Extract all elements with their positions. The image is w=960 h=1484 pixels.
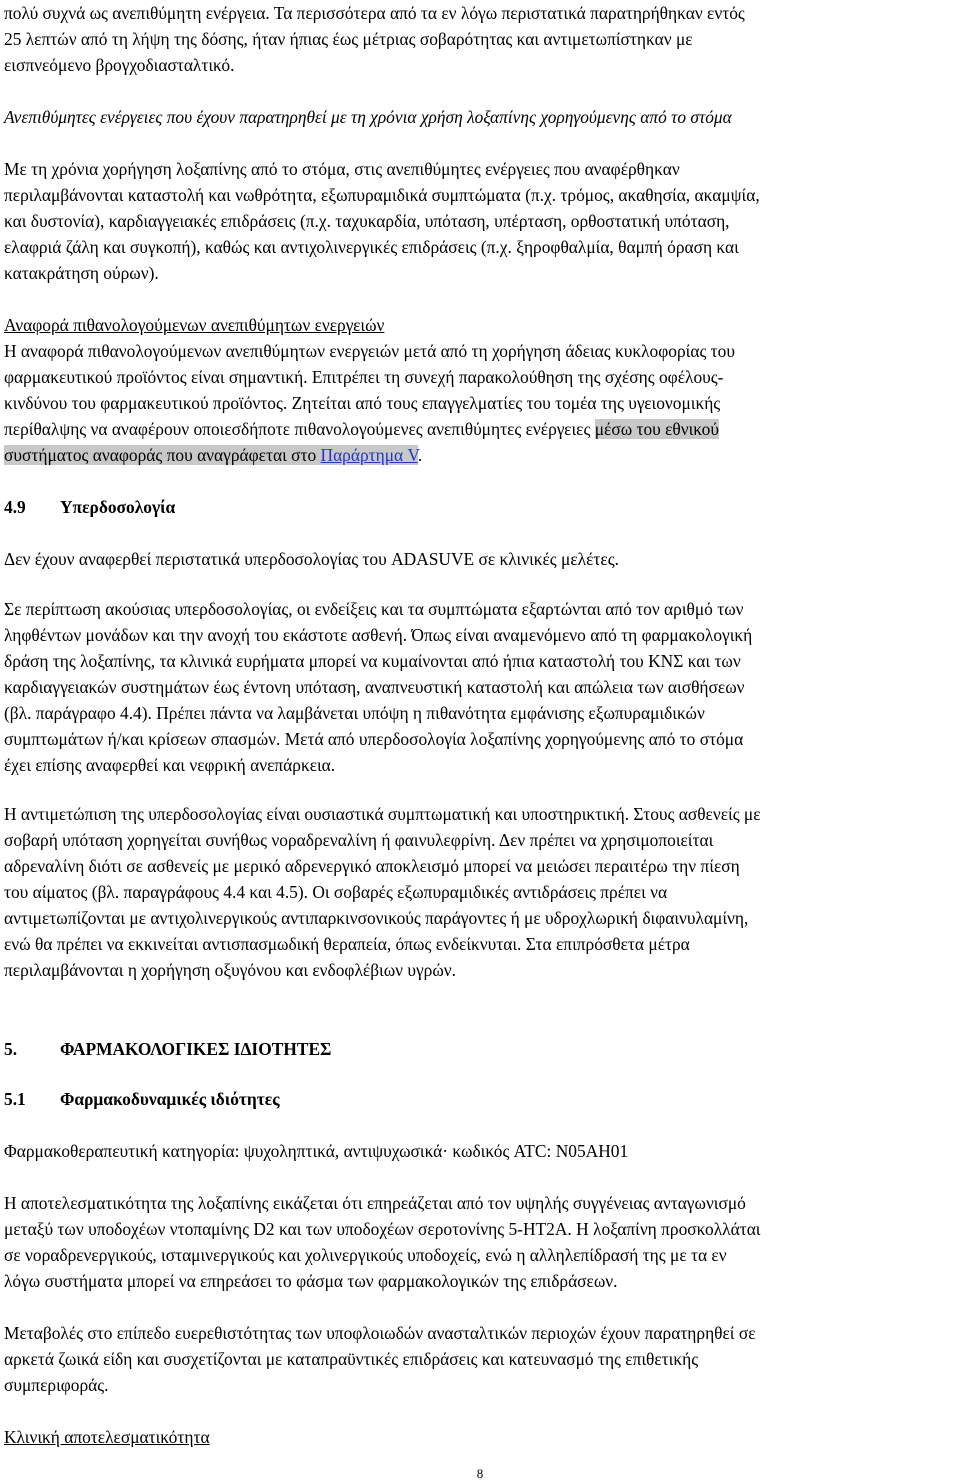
text-line: περιλαμβάνονται η χορήγηση οξυγόνου και ενδοφλέβιων υγρών. <box>4 960 457 980</box>
section-heading-5 <box>4 1036 331 1062</box>
paragraph-overdose-3 <box>4 801 956 983</box>
highlighted-text: μέσω του εθνικού <box>594 419 719 439</box>
text-line: κατακράτηση ούρων). <box>4 263 159 283</box>
text-line: . <box>417 445 423 465</box>
text-line: Η αντιμετώπιση της υπερδοσολογίας είναι ουσιαστικά συμπτωματική και υποστηρικτική. Στους ασθενείς με <box>4 804 761 824</box>
text-line: 25 λεπτών από τη λήψη της δόσης, ήταν ήπιας έως μέτριας σοβαρότητας και αντιμετωπίστηκαν με <box>4 29 693 49</box>
section-title: ΦΑΡΜΑΚΟΛΟΓΙΚΕΣ ΙΔΙΟΤΗΤΕΣ <box>60 1039 332 1059</box>
section-number: 5. <box>4 1039 18 1059</box>
text-line: σοβαρή υπόταση χορηγείται συνήθως νοραδρεναλίνη ή φαινυλεφρίνη. Δεν πρέπει να χρησιμοποιείται <box>4 830 714 850</box>
text-line: Μεταβολές στο επίπεδο ευερεθιστότητας των υποφλοιωδών ανασταλτικών περιοχών έχουν παρατηρηθεί σε <box>4 1323 756 1343</box>
text-line: ληφθέντων μονάδων και την ανοχή του εκάστοτε ασθενή. Όπως είναι αναμενόμενο από τη φαρμακολογική <box>4 625 753 645</box>
text-line: Η αποτελεσματικότητα της λοξαπίνης εικάζεται ότι επηρεάζεται από τον υψηλής συγγένειας ανταγωνισμό <box>4 1193 746 1213</box>
paragraph-atc: Φαρμακοθεραπευτική κατηγορία: ψυχοληπτικά, αντιψυχωσικά· κωδικός ATC: N05AH01 <box>4 1141 629 1161</box>
text-line: (βλ. παράγραφο 4.4). Πρέπει πάντα να λαμβάνεται υπόψη η πιθανότητα εμφάνισης εξωπυραμιδικών <box>4 703 705 723</box>
text-line: Σε περίπτωση ακούσιας υπερδοσολογίας, οι ενδείξεις και τα συμπτώματα εξαρτώνται από τον αριθμό των <box>4 599 744 619</box>
paragraph-chronic-use <box>4 156 956 286</box>
text-line: συμπτωμάτων ή/και κρίσεων σπασμών. Μετά από υπερδοσολογία λοξαπίνης χορηγούμενης από το στόμα <box>4 729 744 749</box>
text-line: δράση της λοξαπίνης, τα κλινικά ευρήματα μπορεί να κυμαίνονται από ήπια καταστολή του ΚΝΣ και των <box>4 651 741 671</box>
subheading-clinical-efficacy: Κλινική αποτελεσματικότητα <box>4 1427 210 1447</box>
section-heading-4-9 <box>4 494 175 520</box>
section-number: 5.1 <box>4 1089 26 1109</box>
text-line: Με τη χρόνια χορήγηση λοξαπίνης από το στόμα, στις ανεπιθύμητες ενέργειες που αναφέρθηκαν <box>4 159 680 179</box>
paragraph-overdose-1: Δεν έχουν αναφερθεί περιστατικά υπερδοσολογίας του ADASUVE σε κλινικές μελέτες. <box>4 549 619 569</box>
text-line: του αίματος (βλ. παραγράφους 4.4 και 4.5). Οι σοβαρές εξωπυραμιδικές αντιδράσεις πρέπει να <box>4 882 668 902</box>
section-reporting <box>4 312 956 468</box>
text-line: φαρμακευτικού προϊόντος είναι σημαντική. Επιτρέπει τη συνεχή παρακολούθηση της σχέσης οφέλους- <box>4 367 724 387</box>
text-line: αρκετά ζωικά είδη και συσχετίζονται με καταπραϋντικές επιδράσεις και κατευνασμό της επιθετικής <box>4 1349 699 1369</box>
paragraph-efficacy <box>4 1190 956 1294</box>
text-line: ενώ θα πρέπει να εκκινείται αντισπασμωδική θεραπεία, όπως ενδείκνυται. Στα επιπρόσθετα μέτρα <box>4 934 690 954</box>
text-line: λόγω συστήματα μπορεί να επηρεάσει το φάσμα των φαρμακολογικών της επιδράσεων. <box>4 1271 618 1291</box>
text-line: καρδιαγγειακών συστημάτων έως έντονη υπόταση, αναπνευστική καταστολή και απώλεια των αισθήσεων <box>4 677 745 697</box>
text-line: αδρεναλίνη διότι σε ασθενείς με μερικό αδρενεργικό αποκλεισμό μπορεί να μειώσει περαιτέρω την πίεση <box>4 856 740 876</box>
text-line: έχει επίσης αναφερθεί και νεφρική ανεπάρκεια. <box>4 755 336 775</box>
text-line: ελαφριά ζάλη και συγκοπή), καθώς και αντιχολινεργικές επιδράσεις (π.χ. ξηροφθαλμία, θαμπή όραση και <box>4 237 739 257</box>
annex-v-link[interactable]: Παράρτημα V <box>320 445 418 465</box>
text-line: κινδύνου του φαρμακευτικού προϊόντος. Ζητείται από τους επαγγελματίες του τομέα της υγειονομικής <box>4 393 721 413</box>
text-line: εισπνεόμενο βρογχοδιασταλτικό. <box>4 55 235 75</box>
text-line: περίθαλψης να αναφέρουν οποιεσδήποτε πιθανολογούμενες ανεπιθύμητες ενέργειες <box>4 419 595 439</box>
paragraph-overdose-2 <box>4 596 956 778</box>
page-number: 8 <box>476 1466 484 1481</box>
paragraph-bronchospasm <box>4 0 956 78</box>
reporting-heading: Αναφορά πιθανολογούμενων ανεπιθύμητων ενεργειών <box>4 315 385 335</box>
text-line: περιλαμβάνονται καταστολή και νωθρότητα, εξωπυραμιδικά συμπτώματα (π.χ. τρόμος, ακαθησία, ακαμψία, <box>4 185 760 205</box>
section-number: 4.9 <box>4 497 26 517</box>
text-line: συμπεριφοράς. <box>4 1375 109 1395</box>
text-line: σε νοραδρενεργικούς, ισταμινεργικούς και χολινεργικούς υποδοχείς, ενώ η αλληλεπίδρασή της με τα εν <box>4 1245 727 1265</box>
text-line: μεταξύ των υποδοχέων ντοπαμίνης D2 και των υποδοχέων σεροτονίνης 5-HT2A. Η λοξαπίνη προσκολλάται <box>4 1219 761 1239</box>
highlighted-text: συστήματος αναφοράς που αναγράφεται στο <box>4 445 321 465</box>
section-title: Υπερδοσολογία <box>60 497 176 517</box>
text-line: αντιμετωπίζονται με αντιχολινεργικούς αντιπαρκινσονικούς παράγοντες ή με υδροχλωρική διφαινυλαμίνη, <box>4 908 749 928</box>
paragraph-changes <box>4 1320 956 1398</box>
subheading-chronic-use: Ανεπιθύμητες ενέργειες που έχουν παρατηρηθεί με τη χρόνια χρήση λοξαπίνης χορηγούμενης από το στόμα <box>4 107 732 127</box>
section-heading-5-1 <box>4 1086 280 1112</box>
text-line: Η αναφορά πιθανολογούμενων ανεπιθύμητων ενεργειών μετά από τη χορήγηση άδειας κυκλοφορίας του <box>4 341 735 361</box>
section-title: Φαρμακοδυναμικές ιδιότητες <box>60 1089 280 1109</box>
text-line: πολύ συχνά ως ανεπιθύμητη ενέργεια. Τα περισσότερα από τα εν λόγω περιστατικά παρατηρήθηκαν εντός <box>4 3 745 23</box>
text-line: και δυστονία), καρδιαγγειακές επιδράσεις (π.χ. ταχυκαρδία, υπόταση, υπέρταση, ορθοστατική υπόταση, <box>4 211 730 231</box>
